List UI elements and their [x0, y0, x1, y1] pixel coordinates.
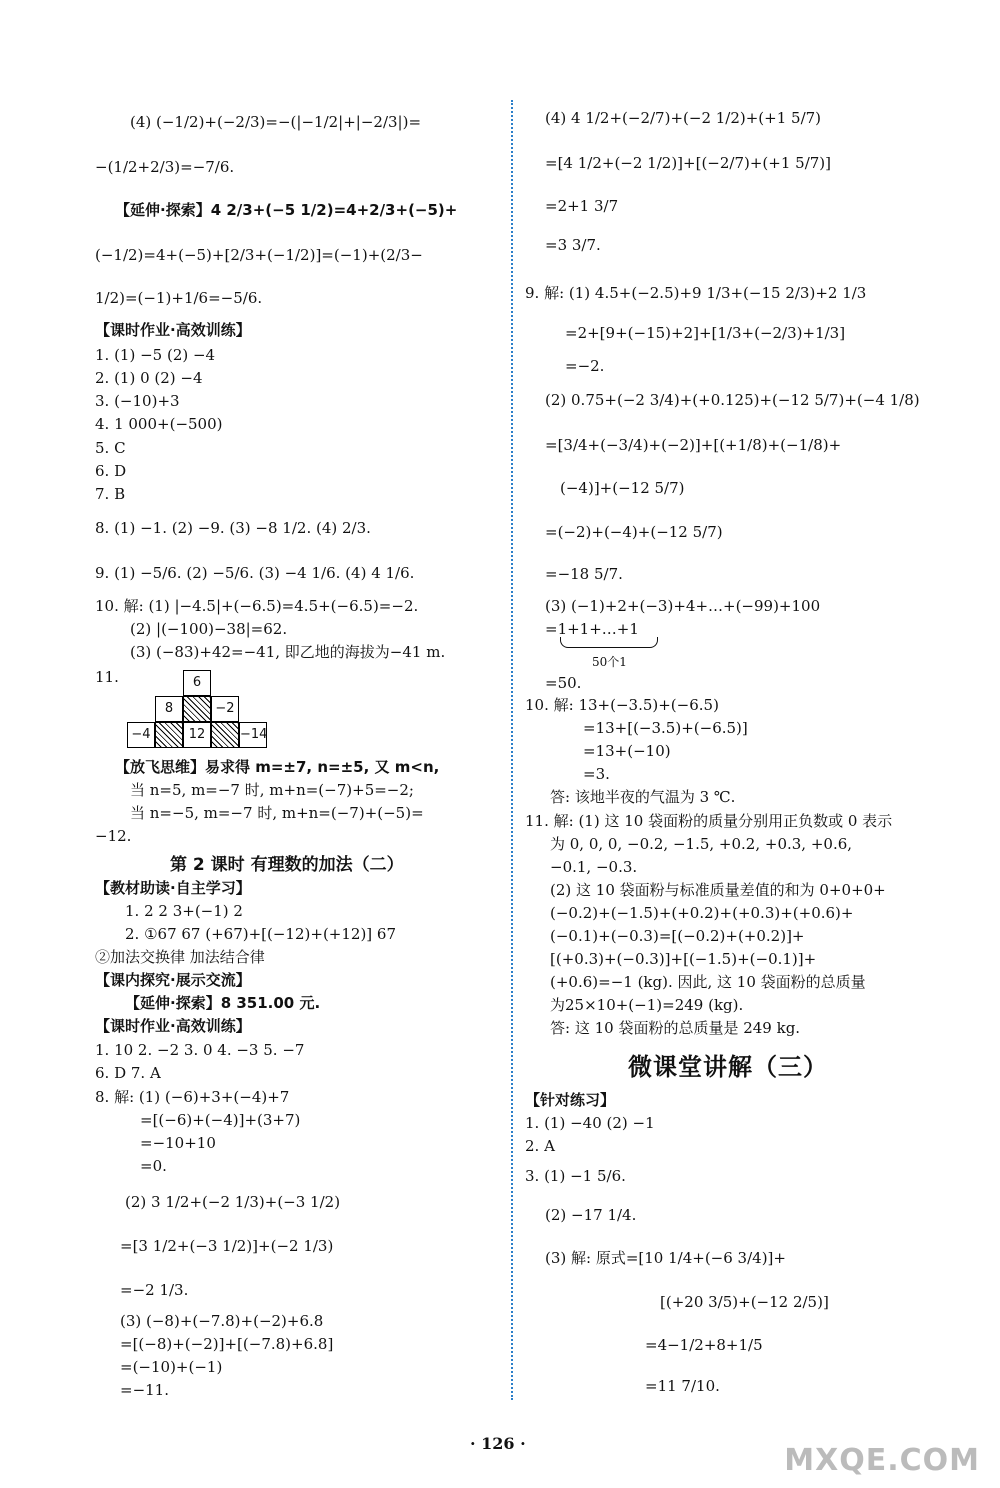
answer-line: =13+[(−3.5)+(−6.5)] [583, 719, 748, 737]
section-heading: 【针对练习】 [525, 1091, 616, 1109]
pyramid-hatched-cell [211, 722, 239, 748]
section-heading: 【课时作业·高效训练】 [95, 321, 251, 339]
answer-line: 【放飞思维】易求得 m=±7, n=±5, 又 m<n, [115, 758, 440, 776]
answer-line: 8. 解: (1) (−6)+3+(−4)+7 [95, 1088, 290, 1106]
answer-line: 10. 解: 13+(−3.5)+(−6.5) [525, 696, 719, 714]
answer-line: 2. ①67 67 (+67)+[(−12)+(+12)] 67 [125, 925, 397, 943]
answer-line: −0.1, −0.3. [550, 858, 638, 876]
answer-line: 1. 2 2 3+(−1) 2 [125, 902, 243, 920]
brace-label: 50个1 [592, 655, 627, 669]
answer-line: =11 7/10. [645, 1377, 720, 1395]
answer-line: 答: 这 10 袋面粉的总质量是 249 kg. [550, 1019, 801, 1037]
pyramid-cell: −14 [239, 722, 267, 748]
answer-line: =13+(−10) [583, 742, 671, 760]
answer-line: 【延伸·探索】4 2/3+(−5 1/2)=4+2/3+(−5)+ [115, 201, 458, 219]
answer-line: =0. [140, 1157, 167, 1175]
answer-line: =2+1 3/7 [545, 197, 619, 215]
answer-line: 11. 解: (1) 这 10 袋面粉的质量分别用正负数或 0 表示 [525, 812, 893, 830]
answer-line: =−2. [565, 357, 605, 375]
pyramid-cell: 12 [183, 722, 211, 748]
answer-line: ②加法交换律 加法结合律 [95, 948, 265, 966]
answer-line: (2) 3 1/2+(−2 1/3)+(−3 1/2) [125, 1193, 341, 1211]
section-heading: 【课内探究·展示交流】 [95, 971, 251, 989]
watermark: MXQE.COM [784, 1443, 980, 1478]
answer-line: (−4)]+(−12 5/7) [560, 479, 685, 497]
underbrace [560, 637, 658, 648]
pyramid-hatched-cell [183, 696, 211, 722]
answer-line: 8. (1) −1. (2) −9. (3) −8 1/2. (4) 2/3. [95, 519, 371, 537]
answer-line: =−2 1/3. [120, 1281, 189, 1299]
answer-line: 当 n=5, m=−7 时, m+n=(−7)+5=−2; [130, 781, 414, 799]
answer-line: 3. (−10)+3 [95, 392, 180, 410]
answer-line: 3. (1) −1 5/6. [525, 1167, 626, 1185]
answer-line: =1+1+…+1 [545, 620, 639, 638]
answer-line: 9. (1) −5/6. (2) −5/6. (3) −4 1/6. (4) 4 1/6. [95, 564, 415, 582]
answer-line: =−18 5/7. [545, 565, 623, 583]
answer-line: 1. (1) −40 (2) −1 [525, 1114, 655, 1132]
pyramid-cell: −4 [127, 722, 155, 748]
answer-line: =[3 1/2+(−3 1/2)]+(−2 1/3) [120, 1237, 334, 1255]
answer-line: 当 n=−5, m=−7 时, m+n=(−7)+(−5)= [130, 804, 424, 822]
answer-line: (3) (−8)+(−7.8)+(−2)+6.8 [120, 1312, 324, 1330]
answer-line: 6. D [95, 462, 127, 480]
answer-line: =[3/4+(−3/4)+(−2)]+[(+1/8)+(−1/8)+ [545, 436, 842, 454]
answer-line: 2. (1) 0 (2) −4 [95, 369, 203, 387]
answer-line: (3) (−83)+42=−41, 即乙地的海拔为−41 m. [130, 643, 446, 661]
answer-line: =−11. [120, 1381, 169, 1399]
answer-line: =[4 1/2+(−2 1/2)]+[(−2/7)+(+1 5/7)] [545, 154, 831, 172]
column-divider [511, 100, 513, 1400]
answer-line: =−10+10 [140, 1134, 216, 1152]
answer-line: 1. (1) −5 (2) −4 [95, 346, 216, 364]
answer-line: [(+0.3)+(−0.3)]+[(−1.5)+(−0.1)]+ [550, 950, 817, 968]
answer-line: =[(−8)+(−2)]+[(−7.8)+6.8] [120, 1335, 334, 1353]
answer-line: 7. B [95, 485, 126, 503]
answer-line: 1. 10 2. −2 3. 0 4. −3 5. −7 [95, 1041, 305, 1059]
answer-line: (−1/2)=4+(−5)+[2/3+(−1/2)]=(−1)+(2/3− [95, 246, 423, 264]
lesson-title: 第 2 课时 有理数的加法（二） [170, 855, 404, 875]
answer-line: (4) (−1/2)+(−2/3)=−(|−1/2|+|−2/3|)= [130, 113, 422, 131]
answer-line: 答: 该地半夜的气温为 3 ℃. [550, 788, 736, 806]
section-heading: 【教材助读·自主学习】 [95, 879, 251, 897]
answer-line: 4. 1 000+(−500) [95, 415, 223, 433]
answer-line: =50. [545, 674, 582, 692]
answer-line: 为25×10+(−1)=249 (kg). [550, 996, 744, 1014]
answer-line: 【延伸·探索】8 351.00 元. [125, 994, 321, 1012]
answer-line: −(1/2+2/3)=−7/6. [95, 158, 235, 176]
pyramid-cell: 6 [183, 670, 211, 696]
answer-line: (2) 0.75+(−2 3/4)+(+0.125)+(−12 5/7)+(−4 1/8) [545, 391, 920, 409]
answer-line: (2) −17 1/4. [545, 1206, 637, 1224]
answer-line: (+0.6)=−1 (kg). 因此, 这 10 袋面粉的总质量 [550, 973, 866, 991]
pyramid-cell: 8 [155, 696, 183, 722]
answer-line: (3) (−1)+2+(−3)+4+…+(−99)+100 [545, 597, 821, 615]
answer-line: (−0.1)+(−0.3)=[(−0.2)+(+0.2)]+ [550, 927, 805, 945]
answer-line: 5. C [95, 439, 126, 457]
answer-line: (3) 解: 原式=[10 1/4+(−6 3/4)]+ [545, 1249, 786, 1267]
answer-line: 2. A [525, 1137, 555, 1155]
answer-line: −12. [95, 827, 132, 845]
answer-line: (2) 这 10 袋面粉与标准质量差值的和为 0+0+0+ [550, 881, 886, 899]
answer-line: (2) |(−100)−38|=62. [130, 620, 288, 638]
answer-line: =2+[9+(−15)+2]+[1/3+(−2/3)+1/3] [565, 324, 846, 342]
page-number: · 126 · [470, 1434, 526, 1453]
answer-line: 6. D 7. A [95, 1064, 161, 1082]
answer-line: 1/2)=(−1)+1/6=−5/6. [95, 289, 263, 307]
answer-line: =(−2)+(−4)+(−12 5/7) [545, 523, 723, 541]
answer-line: [(+20 3/5)+(−12 2/5)] [660, 1293, 829, 1311]
answer-line: 10. 解: (1) |−4.5|+(−6.5)=4.5+(−6.5)=−2. [95, 597, 419, 615]
answer-line: =[(−6)+(−4)]+(3+7) [140, 1111, 301, 1129]
section-title: 微课堂讲解（三） [628, 1053, 828, 1081]
answer-line: 为 0, 0, 0, −0.2, −1.5, +0.2, +0.3, +0.6, [550, 835, 853, 853]
answer-line: =3. [583, 765, 610, 783]
number-pyramid [127, 670, 267, 748]
answer-line: =3 3/7. [545, 236, 601, 254]
pyramid-cell: −2 [211, 696, 239, 722]
section-heading: 【课时作业·高效训练】 [95, 1017, 251, 1035]
answer-line: =(−10)+(−1) [120, 1358, 223, 1376]
answer-line: (4) 4 1/2+(−2/7)+(−2 1/2)+(+1 5/7) [545, 109, 822, 127]
answer-line: (−0.2)+(−1.5)+(+0.2)+(+0.3)+(+0.6)+ [550, 904, 854, 922]
answer-line: =4−1/2+8+1/5 [645, 1336, 763, 1354]
answer-line: 9. 解: (1) 4.5+(−2.5)+9 1/3+(−15 2/3)+2 1/3 [525, 284, 867, 302]
pyramid-hatched-cell [155, 722, 183, 748]
answer-line: 11. [95, 668, 119, 686]
